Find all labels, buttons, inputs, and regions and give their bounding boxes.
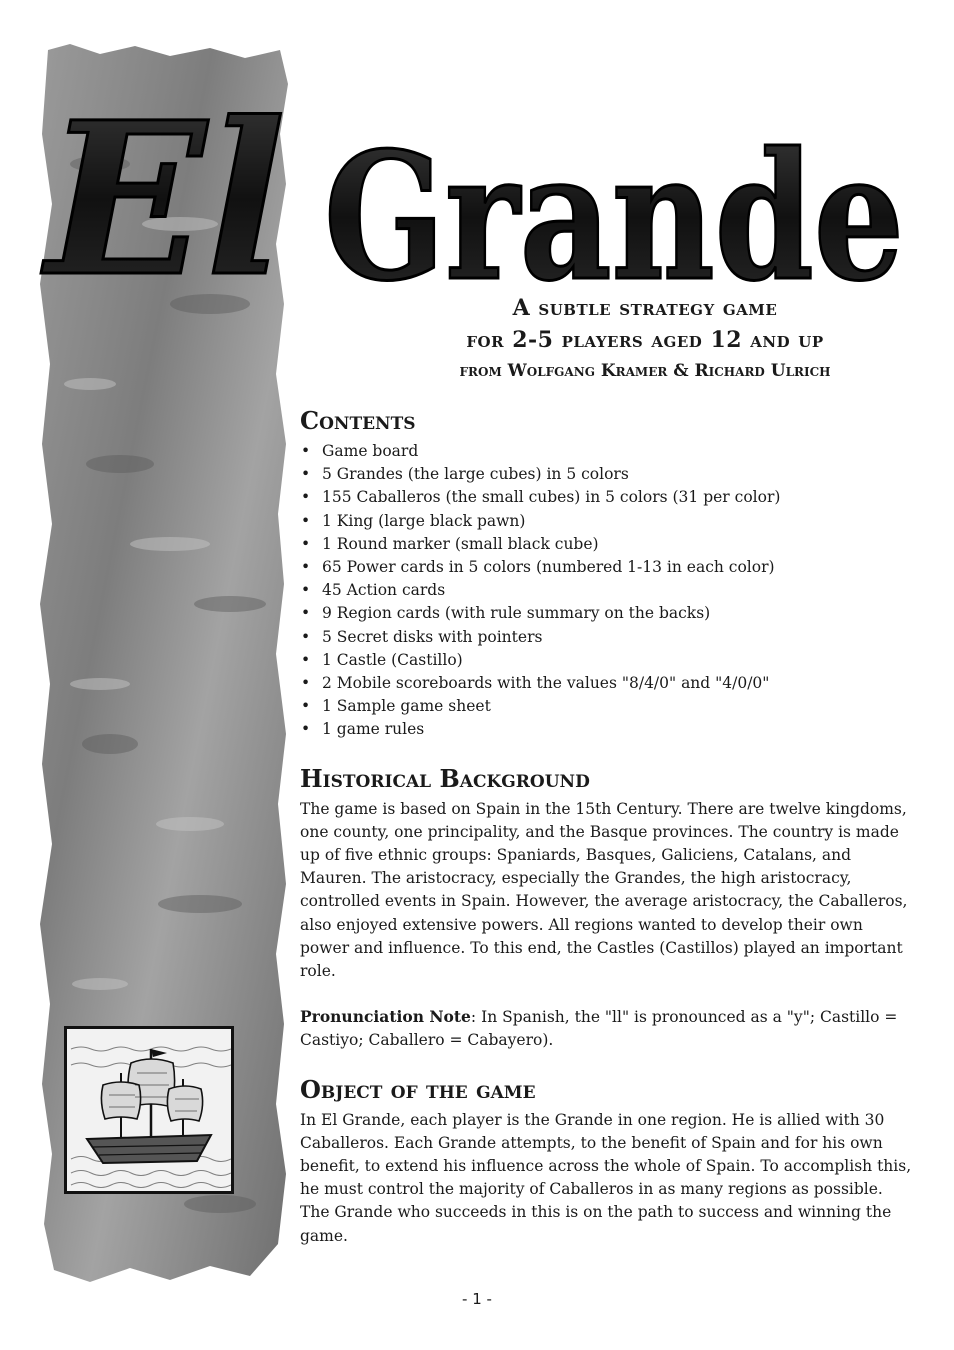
list-item: • 1 King (large black pawn) <box>300 510 912 533</box>
contents-list <box>300 440 912 742</box>
ship-illustration <box>64 1026 234 1194</box>
list-item: • 1 Sample game sheet <box>300 695 912 718</box>
list-item: • 2 Mobile scoreboards with the values "8/4/0" and "4/0/0" <box>300 672 912 695</box>
list-item: • 9 Region cards (with rule summary on the backs) <box>300 602 912 625</box>
list-item: • 65 Power cards in 5 colors (numbered 1-13 in each color) <box>300 556 912 579</box>
game-title-logo <box>36 78 916 318</box>
pronunciation-note <box>300 1005 912 1052</box>
history-paragraph: The game is based on Spain in the 15th Century. There are twelve kingdoms, one county, one principality, and the Basque provinces. The country is made up of five ethnic groups: Spaniards, Basques, Galiciens, Catalans, and Mauren. The aristocracy, especially the Grandes, the high aristocracy, controlled events in Spain. However, the average aristocracy, the Caballeros, also enjoyed extensive powers. All regions wanted to develop their own power and influence. To this end, the Castles (Castillos) played an important role. <box>300 799 908 981</box>
object-heading: Object of the game <box>300 1074 536 1104</box>
page-number: - 1 - <box>462 1290 492 1308</box>
list-item: • 5 Secret disks with pointers <box>300 626 912 649</box>
pronunciation-text: : In Spanish, the "ll" is pronounced as a "y"; Castillo = Castiyo; Caballero = Cabayero). <box>300 1008 898 1050</box>
history-heading: Historical Background <box>300 763 590 793</box>
subtitle-line-2: for 2-5 players aged 12 and up <box>466 327 824 353</box>
subtitle-line-3: from Wolfgang Kramer & Richard Ulrich <box>459 361 831 381</box>
contents-heading: Contents <box>300 406 416 435</box>
list-item: • 1 Round marker (small black cube) <box>300 533 912 556</box>
subtitle-block <box>430 292 860 386</box>
list-item: • 155 Caballeros (the small cubes) in 5 colors (31 per color) <box>300 486 912 509</box>
object-paragraph: In El Grande, each player is the Grande in one region. He is allied with 30 Caballeros. Each Grande attempts, to the benefit of Spain and for his own benefit, to extend his influence across the whole of Spain. To accomplish this, he must control the majority of Caballeros in as many regions as possible. The Grande who succeeds in this is on the path to success and winning the game. <box>300 1110 912 1245</box>
subtitle-line-1: A subtle strategy game <box>512 295 778 321</box>
history-section <box>300 762 912 984</box>
title-word-el: El <box>46 78 286 318</box>
rules-content <box>300 404 912 1248</box>
object-section <box>300 1073 912 1248</box>
list-item: • 1 Castle (Castillo) <box>300 649 912 672</box>
title-word-grande: Grande <box>324 115 904 318</box>
pronunciation-label: Pronunciation Note <box>300 1007 471 1027</box>
list-item: • 45 Action cards <box>300 579 912 602</box>
list-item: • 1 game rules <box>300 718 912 741</box>
contents-section <box>300 404 912 742</box>
list-item: • Game board <box>300 440 912 463</box>
list-item: • 5 Grandes (the large cubes) in 5 colors <box>300 463 912 486</box>
